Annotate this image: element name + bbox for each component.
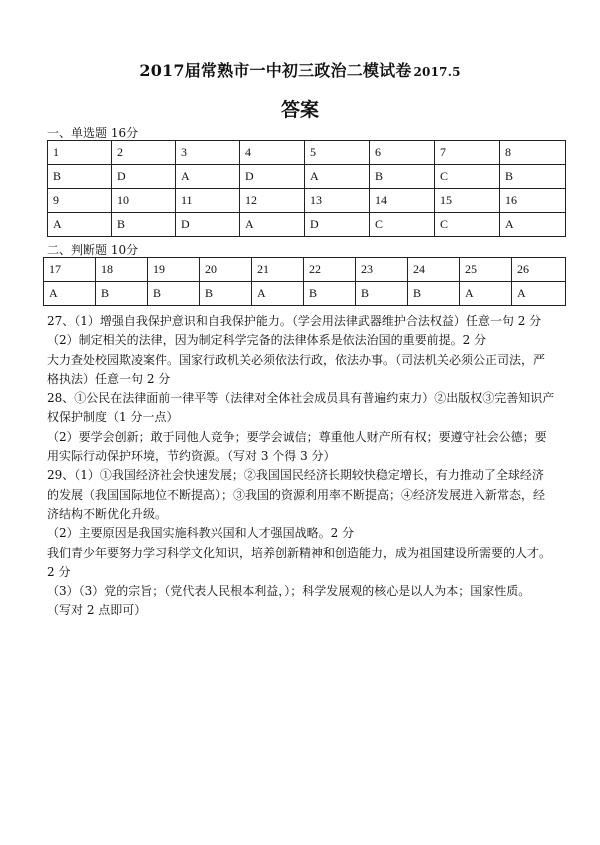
answer-cell: A bbox=[44, 282, 96, 306]
answer-cell: D bbox=[305, 213, 370, 237]
question-number-cell: 15 bbox=[435, 189, 500, 213]
table-row bbox=[48, 165, 566, 189]
answer-cell: C bbox=[435, 165, 500, 189]
question-number-cell: 13 bbox=[305, 189, 370, 213]
answer-cell: A bbox=[252, 282, 304, 306]
question-number-cell: 19 bbox=[148, 258, 200, 282]
answer-line: 28、①公民在法律面前一律平等（法律对全体社会成员具有普遍约束力）②出版权③完善知识产 bbox=[47, 391, 555, 406]
question-number-cell: 1 bbox=[48, 141, 112, 165]
true-false-body bbox=[44, 258, 566, 306]
question-number-cell: 11 bbox=[176, 189, 240, 213]
answer-cell: D bbox=[176, 213, 240, 237]
question-number-cell: 6 bbox=[370, 141, 435, 165]
answer-cell: B bbox=[200, 282, 252, 306]
question-number-cell: 16 bbox=[500, 189, 566, 213]
answer-line: 权保护制度（1 分一点） bbox=[47, 410, 179, 425]
answer-cell: B bbox=[356, 282, 408, 306]
answer-line: 济结构不断优化升级。 bbox=[47, 506, 168, 521]
true-false-table bbox=[43, 257, 566, 306]
question-number-cell: 17 bbox=[44, 258, 96, 282]
answer-cell: A bbox=[512, 282, 566, 306]
question-number-cell: 10 bbox=[112, 189, 176, 213]
answer-cell: A bbox=[500, 213, 566, 237]
answer-cell: C bbox=[370, 213, 435, 237]
question-number-cell: 18 bbox=[96, 258, 148, 282]
answer-cell: A bbox=[240, 213, 305, 237]
answer-cell: B bbox=[48, 165, 112, 189]
answer-cell: D bbox=[112, 165, 176, 189]
answer-cell: A bbox=[176, 165, 240, 189]
answer-line: （2）制定相关的法律，因为制定科学完备的法律体系是依法治国的重要前提。2 分 bbox=[47, 333, 487, 348]
exam-date: 2017.5 bbox=[413, 65, 461, 79]
question-number-cell: 12 bbox=[240, 189, 305, 213]
question-number-cell: 5 bbox=[305, 141, 370, 165]
true-false-heading: 二、判断题 10分 bbox=[47, 243, 139, 257]
table-row bbox=[48, 141, 566, 165]
question-number-cell: 14 bbox=[370, 189, 435, 213]
answer-line: （2）要学会创新；敢于同他人竞争；要学会诚信；尊重他人财产所有权；要遵守社会公德；要 bbox=[47, 429, 547, 444]
question-number-cell: 23 bbox=[356, 258, 408, 282]
answer-line: 2 分 bbox=[47, 564, 71, 579]
answer-cell: B bbox=[500, 165, 566, 189]
single-choice-heading: 一、单选题 16分 bbox=[47, 126, 139, 140]
question-number-cell: 3 bbox=[176, 141, 240, 165]
answer-line: （3）（3）党的宗旨；（党代表人民根本利益，）；科学发展观的核心是以人为本；国家性质。 bbox=[47, 584, 531, 599]
question-number-cell: 21 bbox=[252, 258, 304, 282]
answer-cell: B bbox=[370, 165, 435, 189]
answer-line: 27、（1）增强自我保护意识和自我保护能力。（学会用法律武器维护合法权益）任意一句 2 分 bbox=[47, 314, 542, 328]
question-number-cell: 25 bbox=[460, 258, 512, 282]
single-choice-table bbox=[47, 140, 566, 237]
answer-line: 的发展（我国国际地位不断提高）；③我国的资源利用率不断提高；④经济发展进入新常态，经 bbox=[47, 487, 546, 502]
question-number-cell: 2 bbox=[112, 141, 176, 165]
question-number-cell: 7 bbox=[435, 141, 500, 165]
table-row bbox=[44, 258, 566, 282]
question-number-cell: 26 bbox=[512, 258, 566, 282]
answer-line: （2）主要原因是我国实施科教兴国和人才强国战略。2 分 bbox=[47, 526, 355, 541]
answer-line: 我们青少年要努力学习科学文化知识，培养创新精神和创造能力，成为祖国建设所需要的人才。 bbox=[47, 545, 552, 560]
question-number-cell: 20 bbox=[200, 258, 252, 282]
exam-title bbox=[0, 58, 600, 81]
question-number-cell: 4 bbox=[240, 141, 305, 165]
answer-cell: A bbox=[48, 213, 112, 237]
question-number-cell: 9 bbox=[48, 189, 112, 213]
answer-cell: A bbox=[305, 165, 370, 189]
answer-line: （写对 2 点即可） bbox=[47, 603, 147, 618]
answer-explanations bbox=[47, 312, 567, 621]
table-row bbox=[48, 213, 566, 237]
table-row bbox=[44, 282, 566, 306]
answer-line: 用实际行动保护环境，节约资源。（写对 3 个得 3 分） bbox=[47, 449, 336, 464]
question-number-cell: 24 bbox=[408, 258, 460, 282]
question-number-cell: 8 bbox=[500, 141, 566, 165]
answer-cell: A bbox=[460, 282, 512, 306]
answer-cell: C bbox=[435, 213, 500, 237]
answer-line: 格执法）任意一句 2 分 bbox=[47, 371, 171, 386]
question-number-cell: 22 bbox=[304, 258, 356, 282]
answer-cell: B bbox=[304, 282, 356, 306]
answer-cell: B bbox=[112, 213, 176, 237]
answer-cell: B bbox=[96, 282, 148, 306]
table-row bbox=[48, 189, 566, 213]
answer-line: 29、（1）①我国经济社会快速发展；②我国国民经济长期较快稳定增长，有力推动了全球经济 bbox=[47, 468, 544, 483]
single-choice-body bbox=[48, 141, 566, 237]
answer-line: 大力查处校园欺凌案件。国家行政机关必须依法行政，依法办事。（司法机关必须公正司法，严 bbox=[47, 352, 546, 367]
exam-title-text: 2017届常熟市一中初三政治二模试卷 bbox=[139, 61, 412, 80]
answer-cell: B bbox=[148, 282, 200, 306]
answer-cell: B bbox=[408, 282, 460, 306]
answer-cell: D bbox=[240, 165, 305, 189]
answer-heading: 答案 bbox=[280, 99, 319, 121]
